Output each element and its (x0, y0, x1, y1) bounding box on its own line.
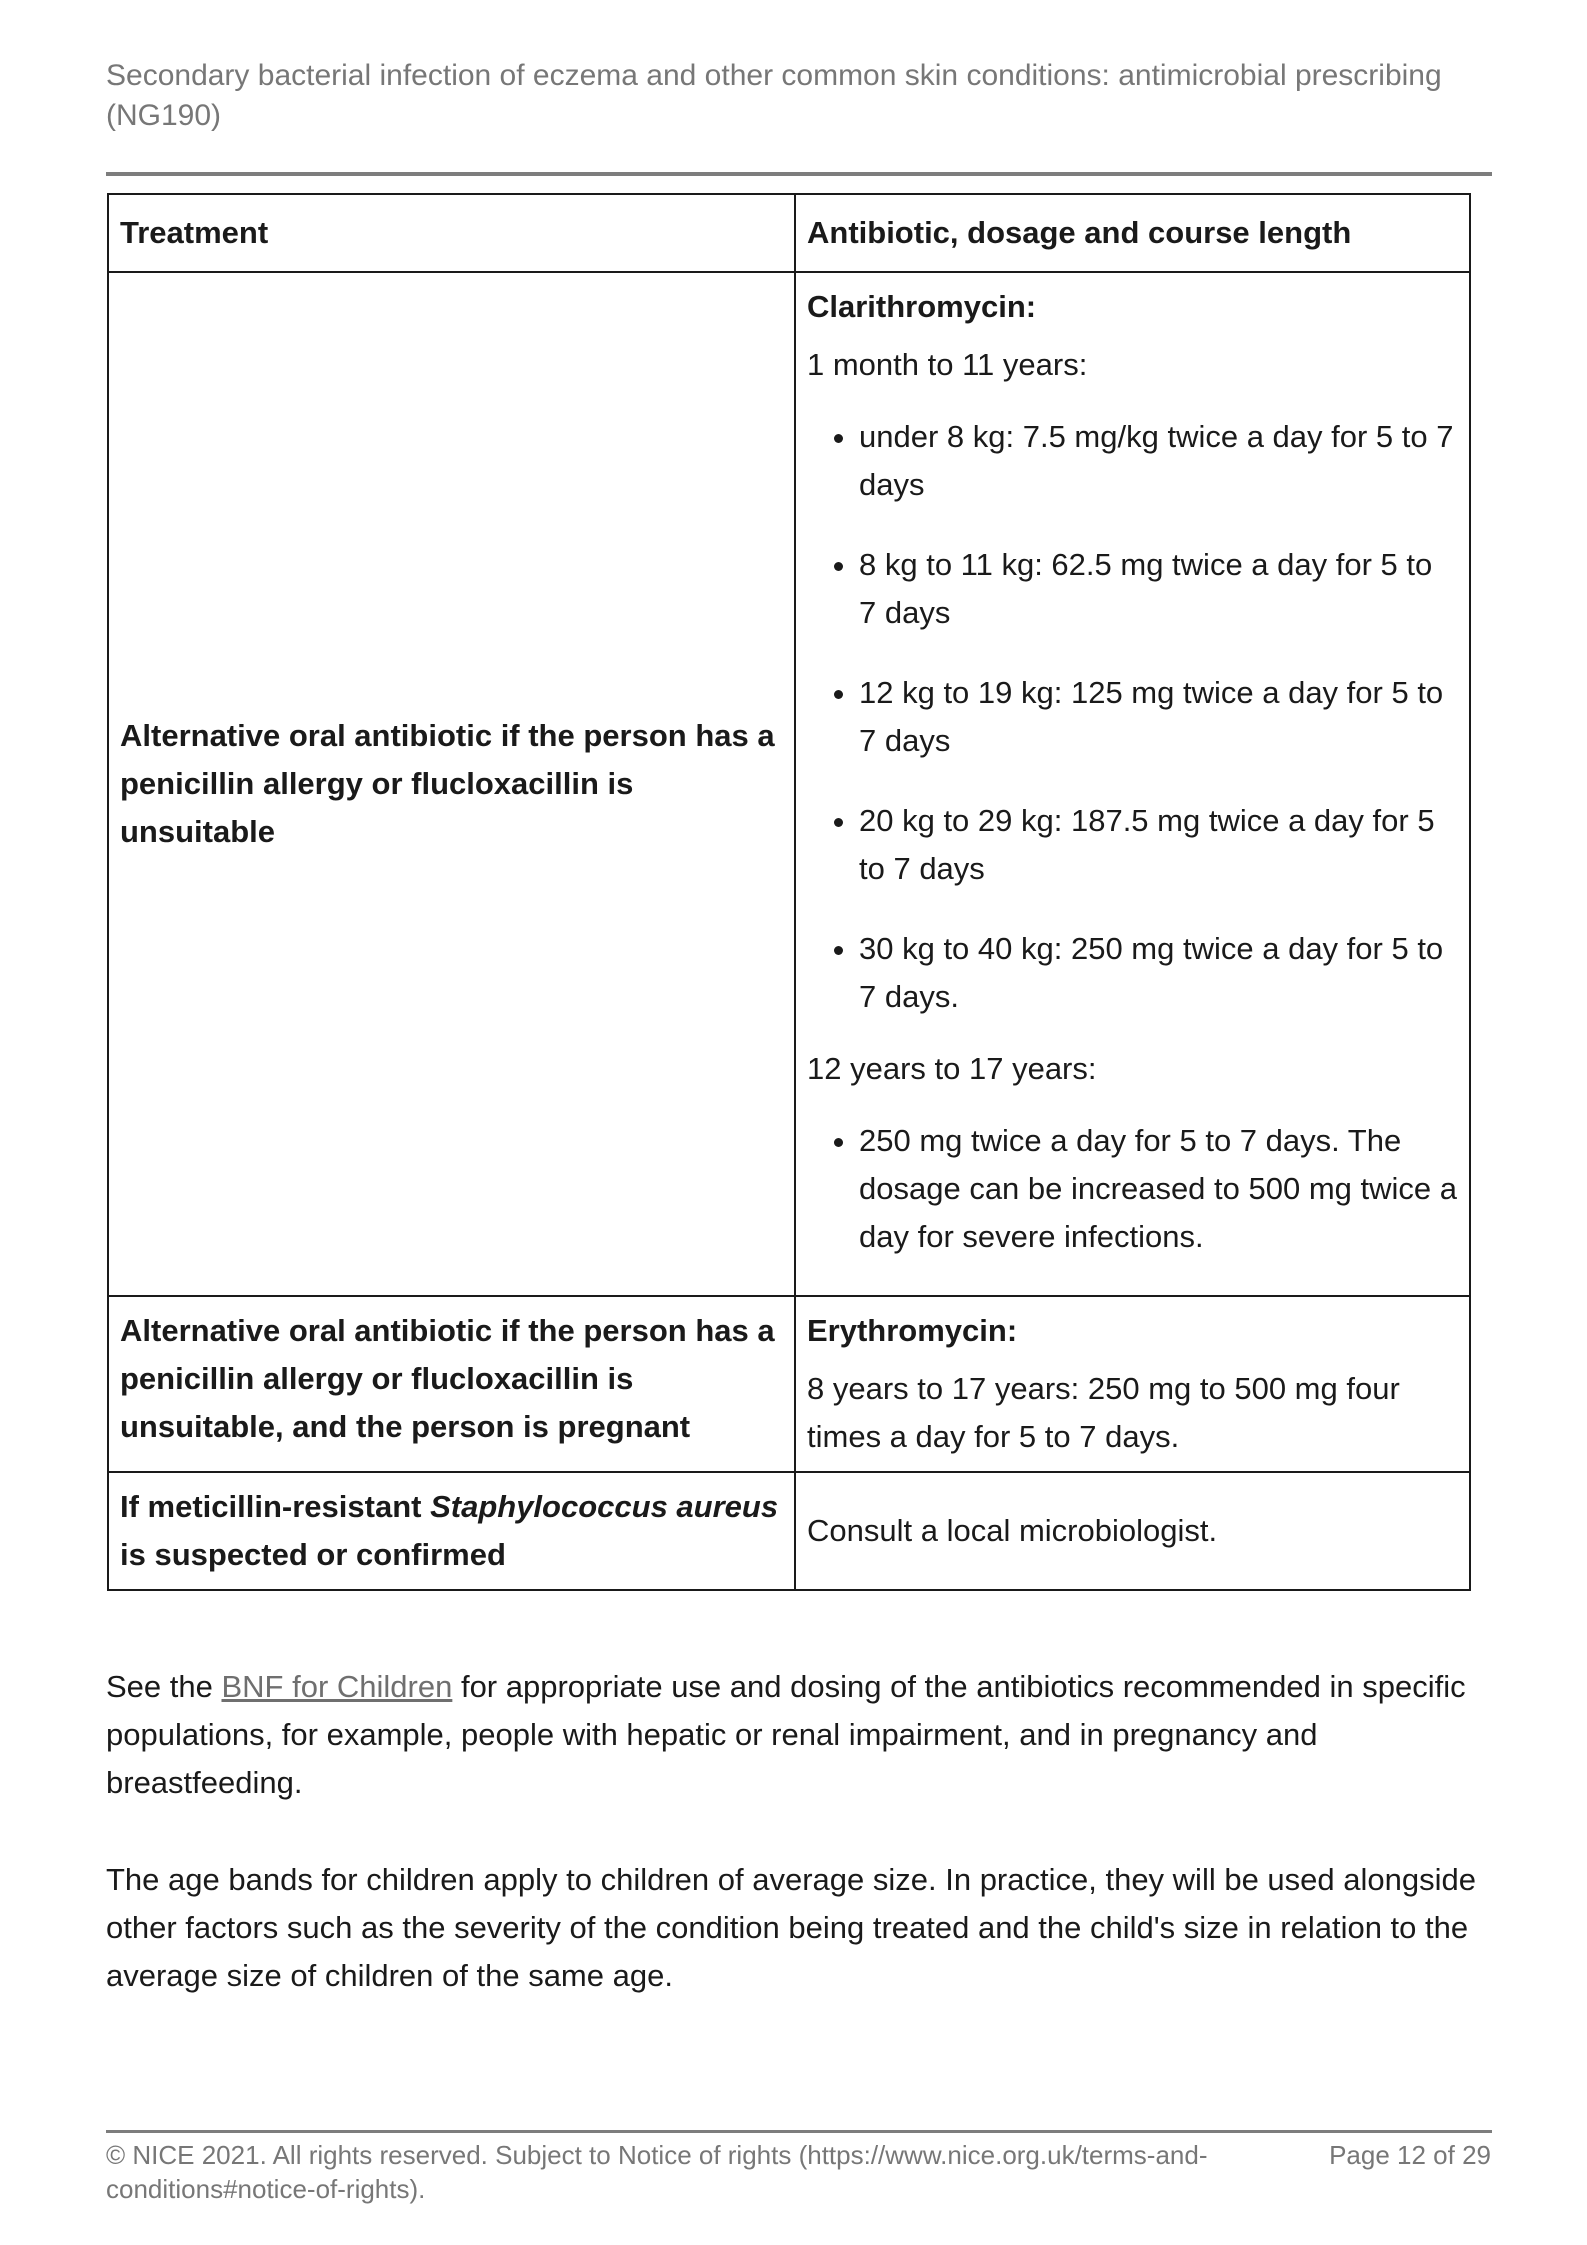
table-row (108, 1472, 1470, 1590)
age-band: 12 years to 17 years: (807, 1051, 1097, 1086)
dose-item: • 250 mg twice a day for 5 to 7 days. The dosage can be increased to 500 mg twice a day for severe infections. (859, 1117, 1458, 1261)
dose-item: • 30 kg to 40 kg: 250 mg twice a day for 5 to 7 days. (859, 925, 1458, 1021)
age-bands-paragraph: The age bands for children apply to children of average size. In practice, they will be used alongside other factors such as the severity of the condition being treated and the child's size in relation to the average size of children of the same age. (106, 1862, 1476, 1993)
column-header-antibiotic: Antibiotic, dosage and course length (795, 194, 1470, 272)
dose-item: • 12 kg to 19 kg: 125 mg twice a day for 5 to 7 days (859, 669, 1458, 765)
footer-divider (106, 2130, 1492, 2133)
treatment-cell (108, 1472, 795, 1590)
dose-item: • 20 kg to 29 kg: 187.5 mg twice a day for 5 to 7 days (859, 797, 1458, 893)
organism-name: Staphylococcus aureus (430, 1489, 779, 1524)
dose-item: • under 8 kg: 7.5 mg/kg twice a day for 5 to 7 days (859, 413, 1458, 509)
drug-name: Erythromycin: (807, 1313, 1018, 1348)
treatment-text: If meticillin-resistant (120, 1489, 431, 1524)
antibiotic-cell: Consult a local microbiologist. (795, 1472, 1470, 1590)
footer-copyright: © NICE 2021. All rights reserved. Subject to Notice of rights (https://www.nice.org.uk/terms-and-conditions#notice-of-rights). (106, 2140, 1208, 2204)
treatment-cell: Alternative oral antibiotic if the person has a penicillin allergy or flucloxacillin is unsuitable (108, 272, 795, 1296)
bnf-paragraph (106, 1663, 1496, 1807)
antibiotic-cell (795, 1296, 1470, 1472)
bnf-for-children-link[interactable]: BNF for Children (221, 1669, 453, 1704)
antibiotic-cell (795, 272, 1470, 1296)
dose-text: 8 years to 17 years: 250 mg to 500 mg four times a day for 5 to 7 days. (807, 1371, 1400, 1454)
treatment-cell: Alternative oral antibiotic if the person has a penicillin allergy or flucloxacillin is unsuitable, and the person is pregnant (108, 1296, 795, 1472)
header-divider (106, 172, 1492, 176)
table-row (108, 272, 1470, 1296)
paragraph-text: for appropriate use and dosing of the antibiotics recommended in specific populations, for example, people with hepatic or renal impairment, and in pregnancy and breastfeeding. (106, 1669, 1466, 1800)
page-header-title: Secondary bacterial infection of eczema and other common skin conditions: antimicrobial prescribing (NG190) (106, 59, 1442, 132)
drug-name: Clarithromycin: (807, 289, 1037, 324)
dose-list (807, 1117, 1458, 1261)
dose-item: • 8 kg to 11 kg: 62.5 mg twice a day for 5 to 7 days (859, 541, 1458, 637)
table-header-row (108, 194, 1470, 272)
column-header-treatment: Treatment (108, 194, 795, 272)
footer-page-number: Page 12 of 29 (1329, 2140, 1491, 2170)
table-row (108, 1296, 1470, 1472)
dose-list (807, 413, 1458, 1021)
dosage-table (107, 193, 1471, 1591)
paragraph-text: See the (106, 1669, 222, 1704)
treatment-text: is suspected or confirmed (120, 1537, 506, 1572)
age-band: 1 month to 11 years: (807, 347, 1088, 382)
